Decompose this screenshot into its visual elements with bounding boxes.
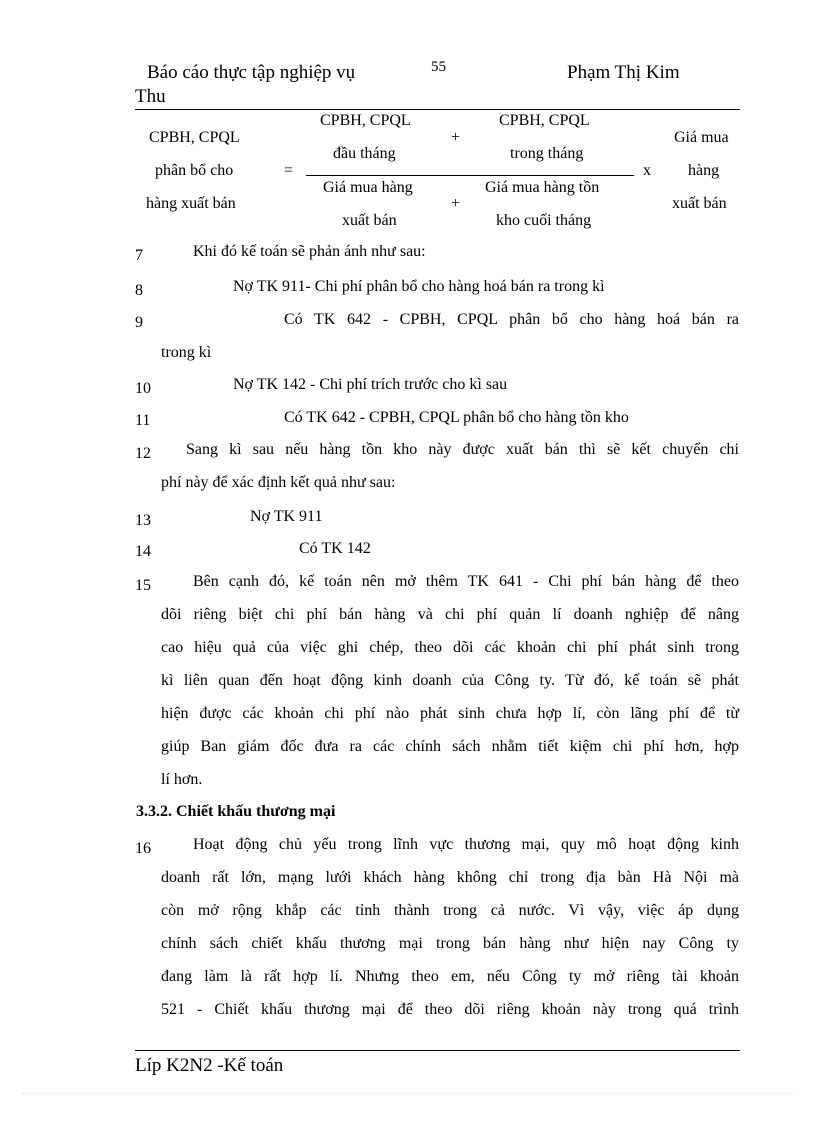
footer-rule — [135, 1050, 740, 1051]
paragraph-line: đang làm là rất hợp lí. Nhưng theo em, nếu Công ty mở riêng tài khoản — [161, 968, 739, 985]
formula-rhs-line2: hàng — [688, 162, 720, 179]
paragraph-line: Hoạt động chủ yếu trong lĩnh vực thương mại, quy mô hoạt động kinh — [193, 836, 739, 853]
line-number: 11 — [135, 412, 151, 429]
header-right: Phạm Thị Kim — [567, 62, 680, 83]
paragraph-line: dõi riêng biệt chi phí bán hàng và chi phí quản lí doanh nghiệp để nâng — [161, 606, 739, 623]
line-text: Có TK 642 - CPBH, CPQL phân bổ cho hàng hoá bán ra — [284, 311, 739, 328]
formula-den-b-line2: kho cuối tháng — [496, 212, 592, 229]
header-rule — [135, 109, 740, 110]
paragraph-line: kì liên quan đến hoạt động kinh doanh của Công ty. Từ đó, kế toán sẽ phát — [161, 672, 739, 689]
header-wrap: Thu — [135, 86, 166, 107]
formula-lhs-line2: phân bổ cho — [155, 162, 234, 179]
formula-num-b-line2: trong tháng — [510, 145, 584, 162]
formula-rhs-line1: Giá mua — [674, 129, 729, 146]
page-bottom-border — [22, 1093, 794, 1094]
paragraph-line: chính sách chiết khấu thương mại trong bán hàng như hiện nay Công ty — [161, 935, 739, 952]
formula-lhs-line3: hàng xuất bán — [146, 195, 236, 212]
line-text: Có TK 642 - CPBH, CPQL phân bổ cho hàng tồn kho — [284, 409, 629, 426]
line-text: Nợ TK 911 — [250, 508, 323, 525]
formula-num-a-line2: đầu tháng — [333, 145, 396, 162]
formula-num-b-line1: CPBH, CPQL — [499, 112, 590, 129]
line-number: 7 — [135, 247, 143, 264]
line-text: Khi đó kế toán sẽ phản ánh như sau: — [193, 243, 426, 260]
line-number: 8 — [135, 282, 143, 299]
paragraph-line: 521 - Chiết khấu thương mại để theo dõi riêng khoản này trong quá trình — [161, 1001, 739, 1018]
formula-den-a-line1: Giá mua hàng — [323, 179, 413, 196]
line-text: Nợ TK 142 - Chi phí trích trước cho kì sau — [233, 376, 508, 393]
paragraph-line: giúp Ban giám đốc đưa ra các chính sách nhằm tiết kiệm chi phí hơn, hợp — [161, 738, 739, 755]
paragraph-line: Bên cạnh đó, kế toán nên mở thêm TK 641 - Chi phí bán hàng để theo — [193, 573, 739, 590]
line-text: Có TK 142 — [299, 540, 371, 557]
formula-plus-bottom: + — [451, 195, 461, 212]
line-text: Nợ TK 911- Chi phí phân bổ cho hàng hoá bán ra trong kì — [233, 278, 605, 295]
line-number: 13 — [135, 512, 151, 529]
paragraph-number: 15 — [135, 577, 151, 594]
formula-times: x — [643, 162, 651, 179]
formula-equals: = — [284, 162, 294, 179]
section-heading: 3.3.2. Chiết khấu thương mại — [136, 803, 336, 820]
formula-den-b-line1: Giá mua hàng tồn — [485, 179, 600, 196]
paragraph-number: 16 — [135, 840, 151, 857]
line-number: 9 — [135, 314, 143, 331]
line-number: 10 — [135, 380, 151, 397]
paragraph-line: cao hiệu quả của việc ghi chép, theo dõi các khoản chi phí phát sinh trong — [161, 639, 739, 656]
paragraph-line: lí hơn. — [161, 771, 203, 788]
formula-den-a-line2: xuất bán — [342, 212, 397, 229]
paragraph-line: doanh rất lớn, mạng lưới khách hàng không chỉ trong địa bàn Hà Nội mà — [161, 869, 739, 886]
header-left: Báo cáo thực tập nghiệp vụ — [147, 62, 356, 83]
line-number: 12 — [135, 445, 151, 462]
line-text: Sang kì sau nếu hàng tồn kho này được xuất bán thì sẽ kết chuyển chi — [186, 441, 739, 458]
formula-plus-top: + — [451, 129, 461, 146]
formula-lhs-line1: CPBH, CPQL — [149, 129, 240, 146]
paragraph-line: hiện được các khoản chi phí nào phát sinh chưa hợp lí, còn lãng phí để từ — [161, 705, 739, 722]
page-number: 55 — [431, 59, 446, 75]
line-number: 14 — [135, 543, 151, 560]
formula-num-a-line1: CPBH, CPQL — [320, 112, 411, 129]
fraction-bar — [306, 175, 634, 176]
formula-rhs-line3: xuất bán — [672, 195, 727, 212]
paragraph-line: còn mở rộng khắp các tỉnh thành trong cả nước. Vì vậy, việc áp dụng — [161, 902, 739, 919]
footer-text: Líp K2N2 -Kế toán — [135, 1055, 284, 1076]
line-text: trong kì — [161, 344, 212, 361]
line-text: phí này để xác định kết quả như sau: — [161, 474, 396, 491]
